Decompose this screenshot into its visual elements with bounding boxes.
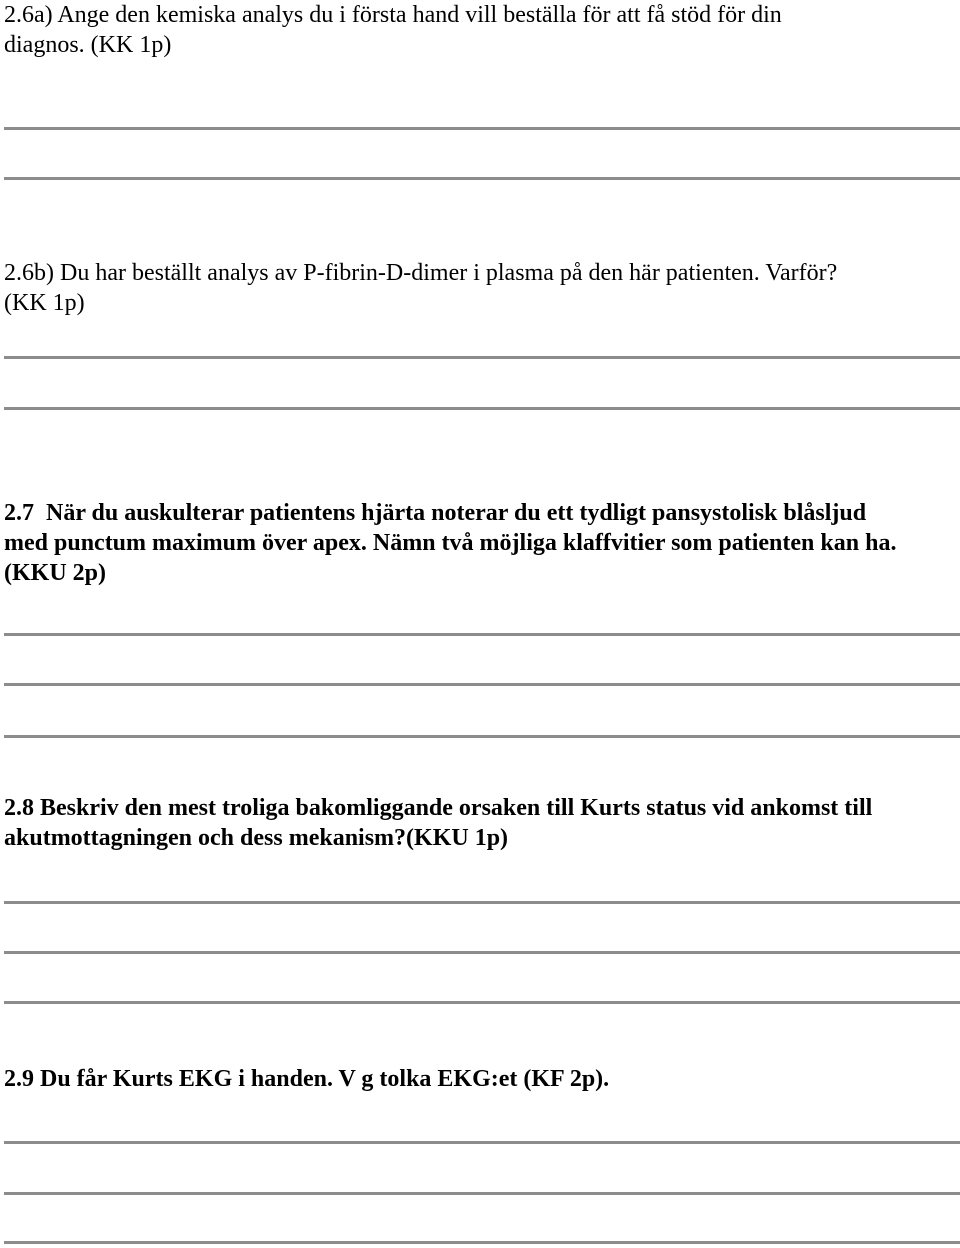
question-2-8-line-2: akutmottagningen och dess mekanism?(KKU 1p) xyxy=(4,825,509,851)
answer-line[interactable] xyxy=(4,951,960,954)
question-2-8 xyxy=(4,793,956,853)
question-2-9 xyxy=(4,1064,956,1094)
answer-line[interactable] xyxy=(4,407,960,410)
answer-line[interactable] xyxy=(4,683,960,686)
question-2-9-line-1: 2.9 Du får Kurts EKG i handen. V g tolka EKG:et (KF 2p). xyxy=(4,1066,610,1092)
answer-line[interactable] xyxy=(4,177,960,180)
answer-line[interactable] xyxy=(4,901,960,904)
question-2-6a xyxy=(4,0,956,60)
question-2-7-line-1: 2.7 När du auskulterar patientens hjärta noterar du ett tydligt pansystolisk blåsljud xyxy=(4,500,867,526)
answer-line[interactable] xyxy=(4,1001,960,1004)
answer-line[interactable] xyxy=(4,735,960,738)
answer-line[interactable] xyxy=(4,633,960,636)
question-2-6a-line-2: diagnos. (KK 1p) xyxy=(4,32,172,58)
answer-line[interactable] xyxy=(4,356,960,359)
question-2-6b-line-2: (KK 1p) xyxy=(4,290,85,316)
question-2-7 xyxy=(4,498,956,588)
answer-line[interactable] xyxy=(4,1192,960,1195)
question-2-7-line-3: (KKU 2p) xyxy=(4,560,106,586)
question-2-6b-line-1: 2.6b) Du har beställt analys av P-fibrin-D-dimer i plasma på den här patienten. Varför? xyxy=(4,260,838,286)
answer-line[interactable] xyxy=(4,127,960,130)
question-2-6b xyxy=(4,258,956,318)
question-2-7-line-2: med punctum maximum över apex. Nämn två möjliga klaffvitier som patienten kan ha. xyxy=(4,530,897,556)
answer-line[interactable] xyxy=(4,1141,960,1144)
answer-line[interactable] xyxy=(4,1241,960,1244)
question-2-6a-line-1: 2.6a) Ange den kemiska analys du i första hand vill beställa för att få stöd för din xyxy=(4,2,782,28)
question-2-8-line-1: 2.8 Beskriv den mest troliga bakomliggande orsaken till Kurts status vid ankomst till xyxy=(4,795,873,821)
